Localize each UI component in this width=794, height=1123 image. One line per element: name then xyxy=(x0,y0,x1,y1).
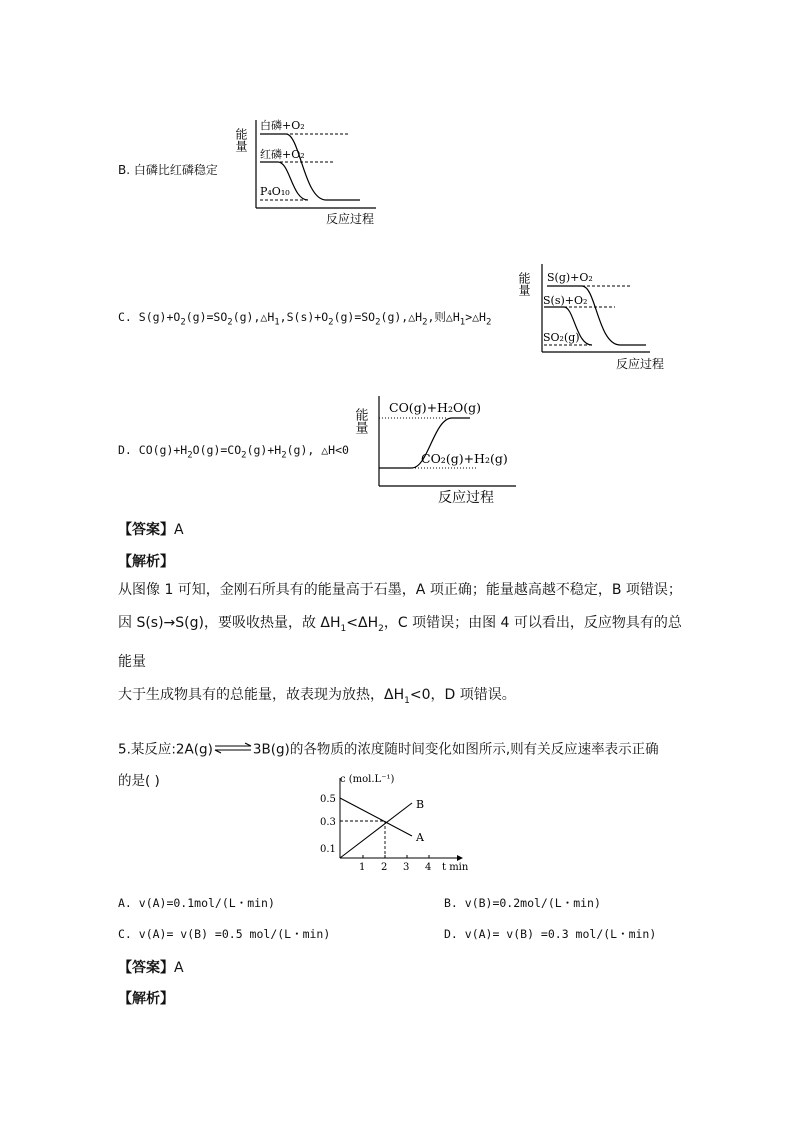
diagram-c-ylabel: 能量 xyxy=(517,272,531,296)
question-5-concentration-chart xyxy=(312,770,478,878)
chart-xtick-4: 4 xyxy=(425,862,432,873)
series-b-label: B xyxy=(416,798,425,811)
diagram-d-ylabel: 能量 xyxy=(352,408,368,434)
question-5-stem-line2: 的是( ) xyxy=(118,772,160,789)
option-b-text: B. 白磷比红磷稳定 xyxy=(118,163,218,177)
chart-xlabel: t min xyxy=(442,862,469,873)
option-b-energy-diagram xyxy=(234,112,388,228)
answer-2 xyxy=(118,957,184,977)
answer-2-value: A xyxy=(174,960,184,976)
question-5-option-d: D. v(A)= v(B) =0.3 mol/(L・min) xyxy=(444,927,657,941)
answer-1-value: A xyxy=(174,522,184,538)
analysis-1-line2: 因 S(s)→S(g)，要吸收热量，故 $\Delta H_1<\Delta H_2$，C 项错误；由图 4 可以看出，反应物具有的总能量 xyxy=(118,615,682,670)
analysis-1-tag: 【解析】 xyxy=(118,554,174,570)
diagram-d-xlabel: 反应过程 xyxy=(438,490,494,506)
chart-ylabel: c (mol.L⁻¹) xyxy=(340,774,395,785)
diagram-b-level3: P₄O₁₀ xyxy=(260,185,290,198)
option-d-energy-diagram xyxy=(352,392,526,508)
option-d-text: D. $CO(g)+H_2O(g)=CO_2(g)+H_2(g)$, △H<0 xyxy=(118,443,349,461)
option-c-text: C. $S(g)+O_2(g)=SO_2(g),\triangle H_1,S(s)+O_2(g)=SO_2(g),\triangle H_2$,则$\triangle H_1>\triangle H_2$ xyxy=(118,310,492,328)
chart-ytick-05: 0.5 xyxy=(320,794,336,805)
chart-xtick-3: 3 xyxy=(403,862,410,873)
series-a-label: A xyxy=(416,831,424,844)
answer-1-tag: 【答案】 xyxy=(118,522,174,538)
diagram-b-ylabel: 能量 xyxy=(234,128,248,152)
analysis-2-tag: 【解析】 xyxy=(118,991,174,1007)
diagram-b-level1: 白磷+O₂ xyxy=(260,119,305,132)
diagram-b-xlabel: 反应过程 xyxy=(326,212,375,226)
analysis-1-line1: 从图像 1 可知，金刚石所具有的能量高于石墨，A 项正确；能量越高越不稳定，B 项错误； xyxy=(118,582,682,598)
diagram-d-low-label: CO₂(g)+H₂(g) xyxy=(421,451,508,466)
diagram-d-high-label: CO(g)+H₂O(g) xyxy=(389,400,481,415)
answer-2-tag: 【答案】 xyxy=(118,960,174,976)
diagram-c-level2: S(s)+O₂ xyxy=(543,294,588,307)
diagram-c-xlabel: 反应过程 xyxy=(616,357,665,371)
analysis-1-body xyxy=(118,574,688,718)
chart-xtick-1: 1 xyxy=(359,862,366,873)
diagram-b-level2: 红磷+O₂ xyxy=(260,148,305,161)
question-5-option-a: A. v(A)=0.1mol/(L・min) xyxy=(118,896,275,910)
chart-xtick-2: 2 xyxy=(381,862,388,873)
chart-ytick-01: 0.1 xyxy=(320,844,336,855)
option-c-energy-diagram xyxy=(517,256,670,374)
chart-ytick-03: 0.3 xyxy=(320,817,336,828)
answer-1 xyxy=(118,519,184,539)
equilibrium-arrow-icon xyxy=(213,734,253,765)
question-5-option-c: C. v(A)= v(B) =0.5 mol/(L・min) xyxy=(118,927,331,941)
diagram-c-level3: SO₂(g) xyxy=(543,331,580,344)
analysis-1-line3: 大于生成物具有的总能量，故表现为放热，$\Delta H_1<0$，D 项错误。 xyxy=(118,686,516,706)
question-5-stem-line1: 5.某反应:2A(g) 3B(g)的各物质的浓度随时间变化如图所示,则有关反应速率表示正确 xyxy=(118,734,698,766)
question-5-option-b: B. v(B)=0.2mol/(L・min) xyxy=(444,896,601,910)
diagram-c-level1: S(g)+O₂ xyxy=(547,271,593,284)
